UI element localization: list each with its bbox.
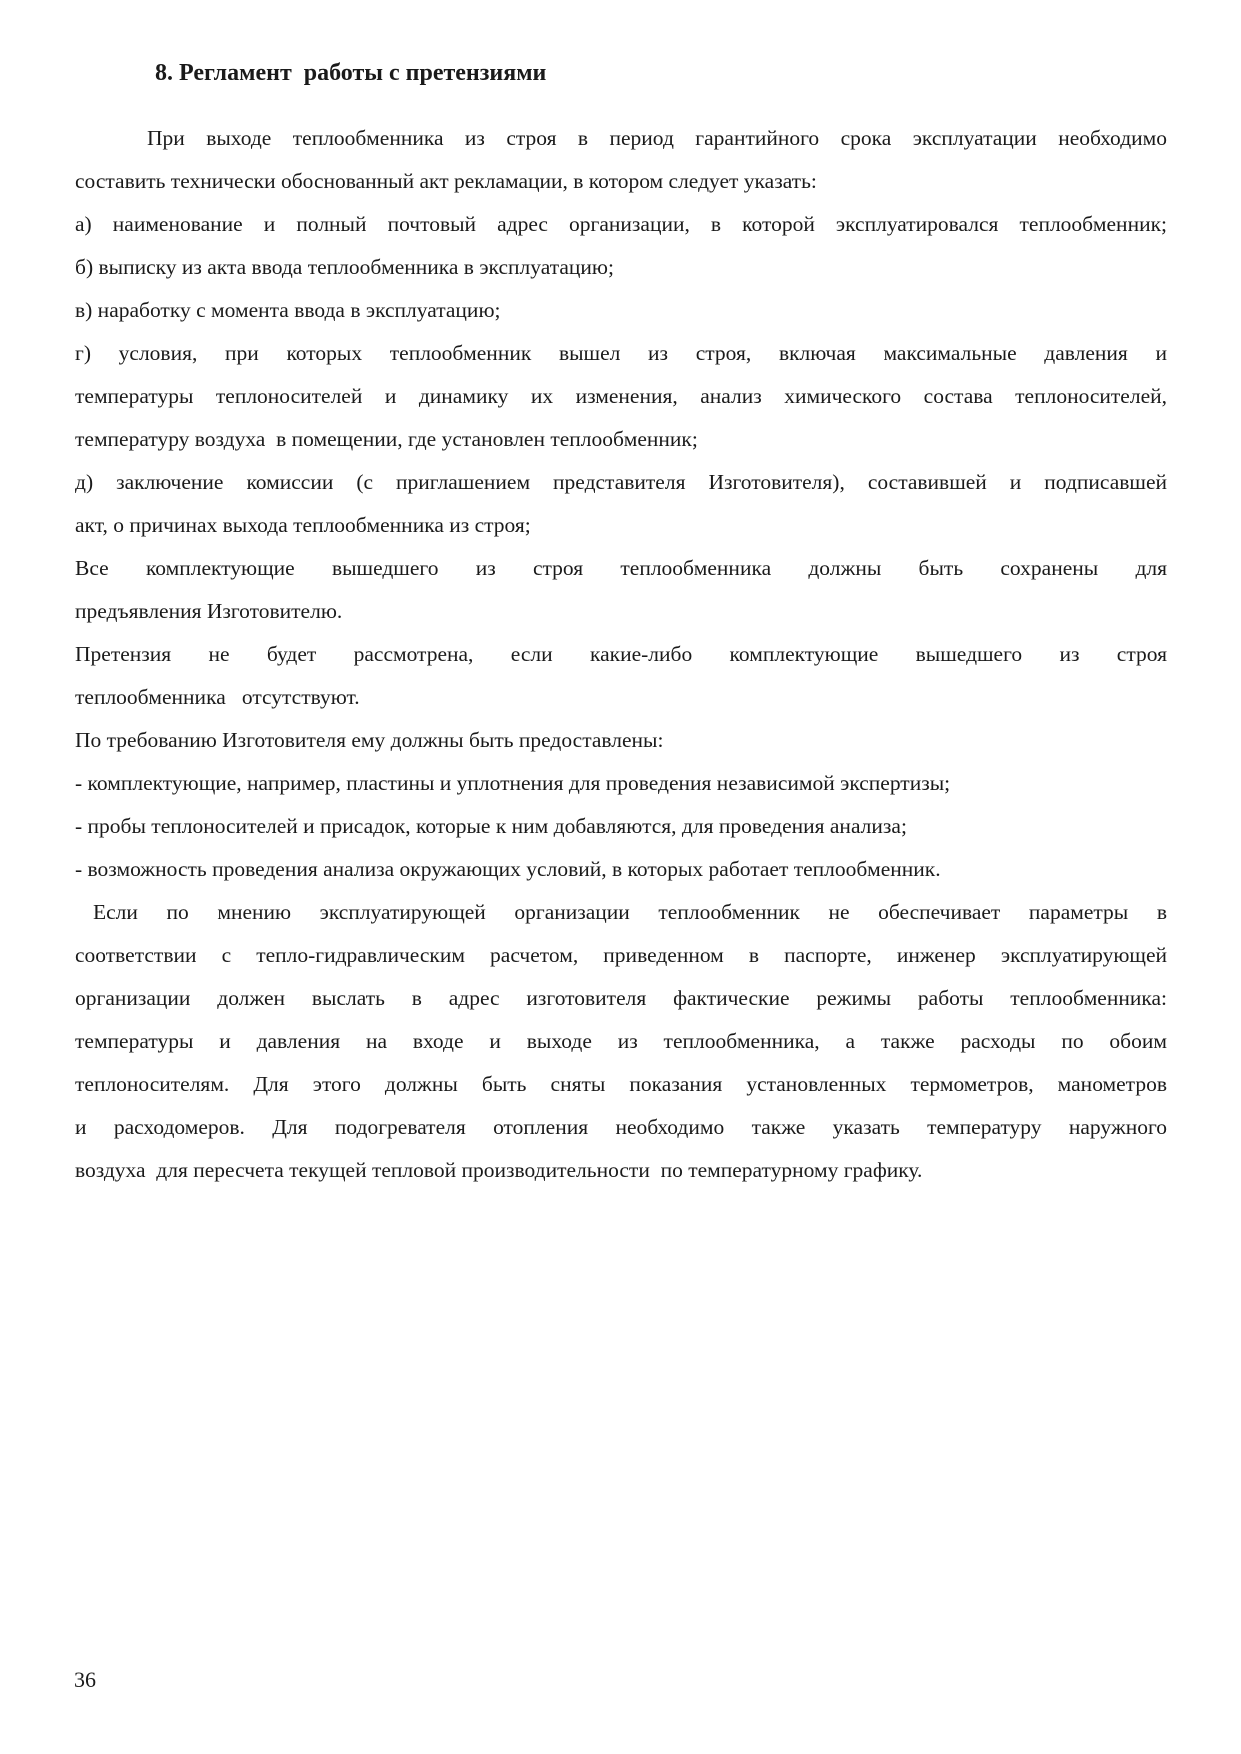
text-line: теплоносителям. Для этого должны быть сняты показания установленных термометров, манометров bbox=[75, 1072, 1167, 1096]
text-line: - комплектующие, например, пластины и уплотнения для проведения независимой экспертизы; bbox=[75, 771, 951, 795]
text-line: температуры и давления на входе и выходе из теплообменника, а также расходы по обоим bbox=[75, 1029, 1167, 1053]
text-line: воздуха для пересчета текущей тепловой производительности по температурному графику. bbox=[75, 1158, 923, 1182]
text-line: теплообменника отсутствуют. bbox=[75, 685, 360, 709]
text-line: д) заключение комиссии (с приглашением представителя Изготовителя), составившей и подписавшей bbox=[75, 470, 1167, 494]
text-line: температуру воздуха в помещении, где установлен теплообменник; bbox=[75, 427, 698, 451]
text-line: Все комплектующие вышедшего из строя теплообменника должны быть сохранены для bbox=[75, 556, 1167, 580]
text-line: а) наименование и полный почтовый адрес организации, в которой эксплуатировался теплообменник; bbox=[75, 212, 1167, 236]
section-heading: 8. Регламент работы с претензиями bbox=[155, 60, 547, 86]
text-line: При выходе теплообменника из строя в период гарантийного срока эксплуатации необходимо bbox=[147, 126, 1167, 150]
text-line: соответствии с тепло-гидравлическим расчетом, приведенном в паспорте, инженер эксплуатирующей bbox=[75, 943, 1167, 967]
text-line: Если по мнению эксплуатирующей организации теплообменник не обеспечивает параметры в bbox=[93, 900, 1167, 924]
text-line: составить технически обоснованный акт рекламации, в котором следует указать: bbox=[75, 169, 817, 193]
text-line: б) выписку из акта ввода теплообменника в эксплуатацию; bbox=[75, 255, 614, 279]
text-line: - возможность проведения анализа окружающих условий, в которых работает теплообменник. bbox=[75, 857, 941, 881]
text-line: в) наработку с момента ввода в эксплуатацию; bbox=[75, 298, 501, 322]
text-line: организации должен выслать в адрес изготовителя фактические режимы работы теплообменника: bbox=[75, 986, 1167, 1010]
text-line: предъявления Изготовителю. bbox=[75, 599, 343, 623]
page-number: 36 bbox=[74, 1667, 96, 1692]
text-line: температуры теплоносителей и динамику их изменения, анализ химического состава теплоносителей, bbox=[75, 384, 1167, 408]
text-line: Претензия не будет рассмотрена, если какие-либо комплектующие вышедшего из строя bbox=[75, 642, 1167, 666]
text-line: и расходомеров. Для подогревателя отопления необходимо также указать температуру наружного bbox=[75, 1115, 1167, 1139]
text-line: - пробы теплоносителей и присадок, которые к ним добавляются, для проведения анализа; bbox=[75, 814, 907, 838]
text-line: акт, о причинах выхода теплообменника из строя; bbox=[75, 513, 531, 537]
text-line: г) условия, при которых теплообменник вышел из строя, включая максимальные давления и bbox=[75, 341, 1167, 365]
text-line: По требованию Изготовителя ему должны быть предоставлены: bbox=[75, 728, 664, 752]
